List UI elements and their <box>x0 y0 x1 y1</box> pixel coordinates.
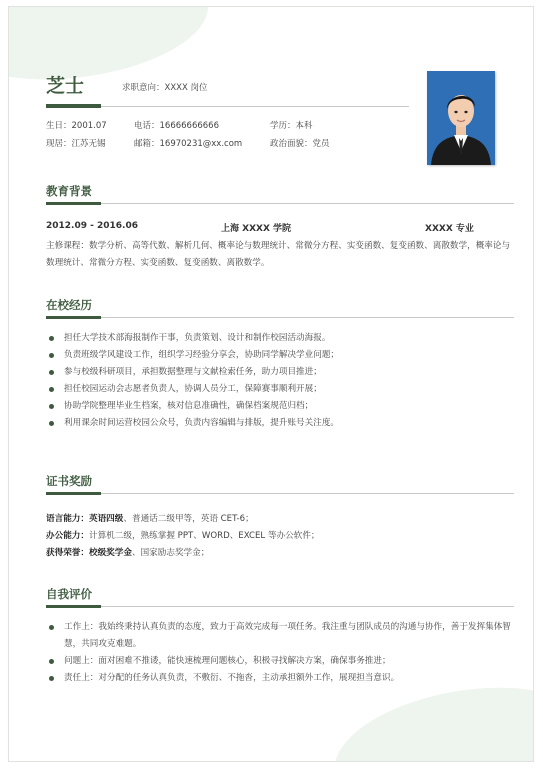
cert-language-rest: 、普通话二级甲等，英语 CET-6； <box>123 514 254 524</box>
self-eval-list <box>46 619 516 687</box>
cert-language-highlight: 英语四级 <box>88 514 124 524</box>
list-item: 工作上：我始终秉持认真负责的态度，致力于高效完成每一项任务。我注重与团队成员的沟通与协作，善于发挥集体智慧，共同攻克难题。 <box>46 619 516 653</box>
cert-computer <box>46 529 320 541</box>
list-item: 担任校园运动会志愿者负责人，协调人员分工，保障赛事顺利开展； <box>46 381 516 398</box>
email-info: 邮箱：16970231@xx.com <box>134 139 243 149</box>
list-item: 责任上：对分配的任务认真负责，不敷衍、不拖沓，主动承担额外工作，展现担当意识。 <box>46 670 516 687</box>
portrait-photo <box>427 71 495 165</box>
birth-info: 生日：2001.07 <box>46 121 107 131</box>
list-item: 协助学院整理毕业生档案，核对信息准确性，确保档案规范归档； <box>46 398 516 415</box>
cert-language-label: 语言能力： <box>46 514 89 524</box>
section-title-campus: 在校经历 <box>46 298 92 312</box>
list-item: 利用课余时间运营校园公众号，负责内容编辑与排版，提升账号关注度。 <box>46 415 516 432</box>
cert-computer-text: 计算机二级，熟练掌握 PPT、WORD、EXCEL 等办公软件； <box>88 531 320 541</box>
section-accent-education <box>46 202 101 205</box>
list-item: 问题上：面对困难不推诿，能快速梳理问题核心，积极寻找解决方案，确保事务推进； <box>46 653 516 670</box>
education-info: 学历：本科 <box>270 121 313 131</box>
list-item: 担任大学技术部海报制作干事，负责策划、设计和制作校园活动海报。 <box>46 330 516 347</box>
campus-list <box>46 330 516 432</box>
cert-language <box>46 512 254 524</box>
residence-info: 现居：江苏无锡 <box>46 139 106 149</box>
cert-honors-rest: 、国家励志奖学金； <box>131 548 210 558</box>
section-line-self <box>101 606 514 607</box>
edu-period: 2012.09 - 2016.06 <box>46 221 138 231</box>
name-underline-accent <box>46 104 101 108</box>
section-accent-certs <box>46 492 101 495</box>
candidate-name: 芝士 <box>46 75 85 97</box>
edu-school: 上海 XXXX 学院 <box>221 224 292 234</box>
list-item: 参与校级科研项目，承担数据整理与文献检索任务，助力项目推进； <box>46 364 516 381</box>
edu-courses: 主修课程：数学分析、高等代数、解析几何、概率论与数理统计、常微分方程、实变函数、复变函数、离散数学，概率论与数理统计、常微分方程、实变函数、复变函数、离散数学。 <box>46 241 511 268</box>
section-line-certs <box>101 493 514 494</box>
resume-page <box>8 6 534 762</box>
section-accent-campus <box>46 316 101 319</box>
cert-honors-label: 获得荣誉： <box>46 548 89 558</box>
cert-computer-label: 办公能力： <box>46 531 89 541</box>
cert-honors <box>46 546 209 558</box>
section-accent-self <box>46 605 101 608</box>
name-underline <box>101 106 409 107</box>
section-title-self: 自我评价 <box>46 587 92 601</box>
job-intent: 求职意向：XXXX 岗位 <box>122 83 208 93</box>
portrait-icon <box>427 71 495 165</box>
phone-info: 电话：16666666666 <box>134 121 219 131</box>
section-title-education: 教育背景 <box>46 184 92 198</box>
section-title-certs: 证书奖励 <box>46 474 92 488</box>
section-line-education <box>101 203 514 204</box>
cert-honors-highlight: 校级奖学金 <box>88 548 132 558</box>
edu-major: XXXX 专业 <box>425 224 474 234</box>
list-item: 负责班级学风建设工作，组织学习经验分享会，协助同学解决学业问题； <box>46 347 516 364</box>
politics-info: 政治面貌：党员 <box>270 139 330 149</box>
section-line-campus <box>101 317 514 318</box>
